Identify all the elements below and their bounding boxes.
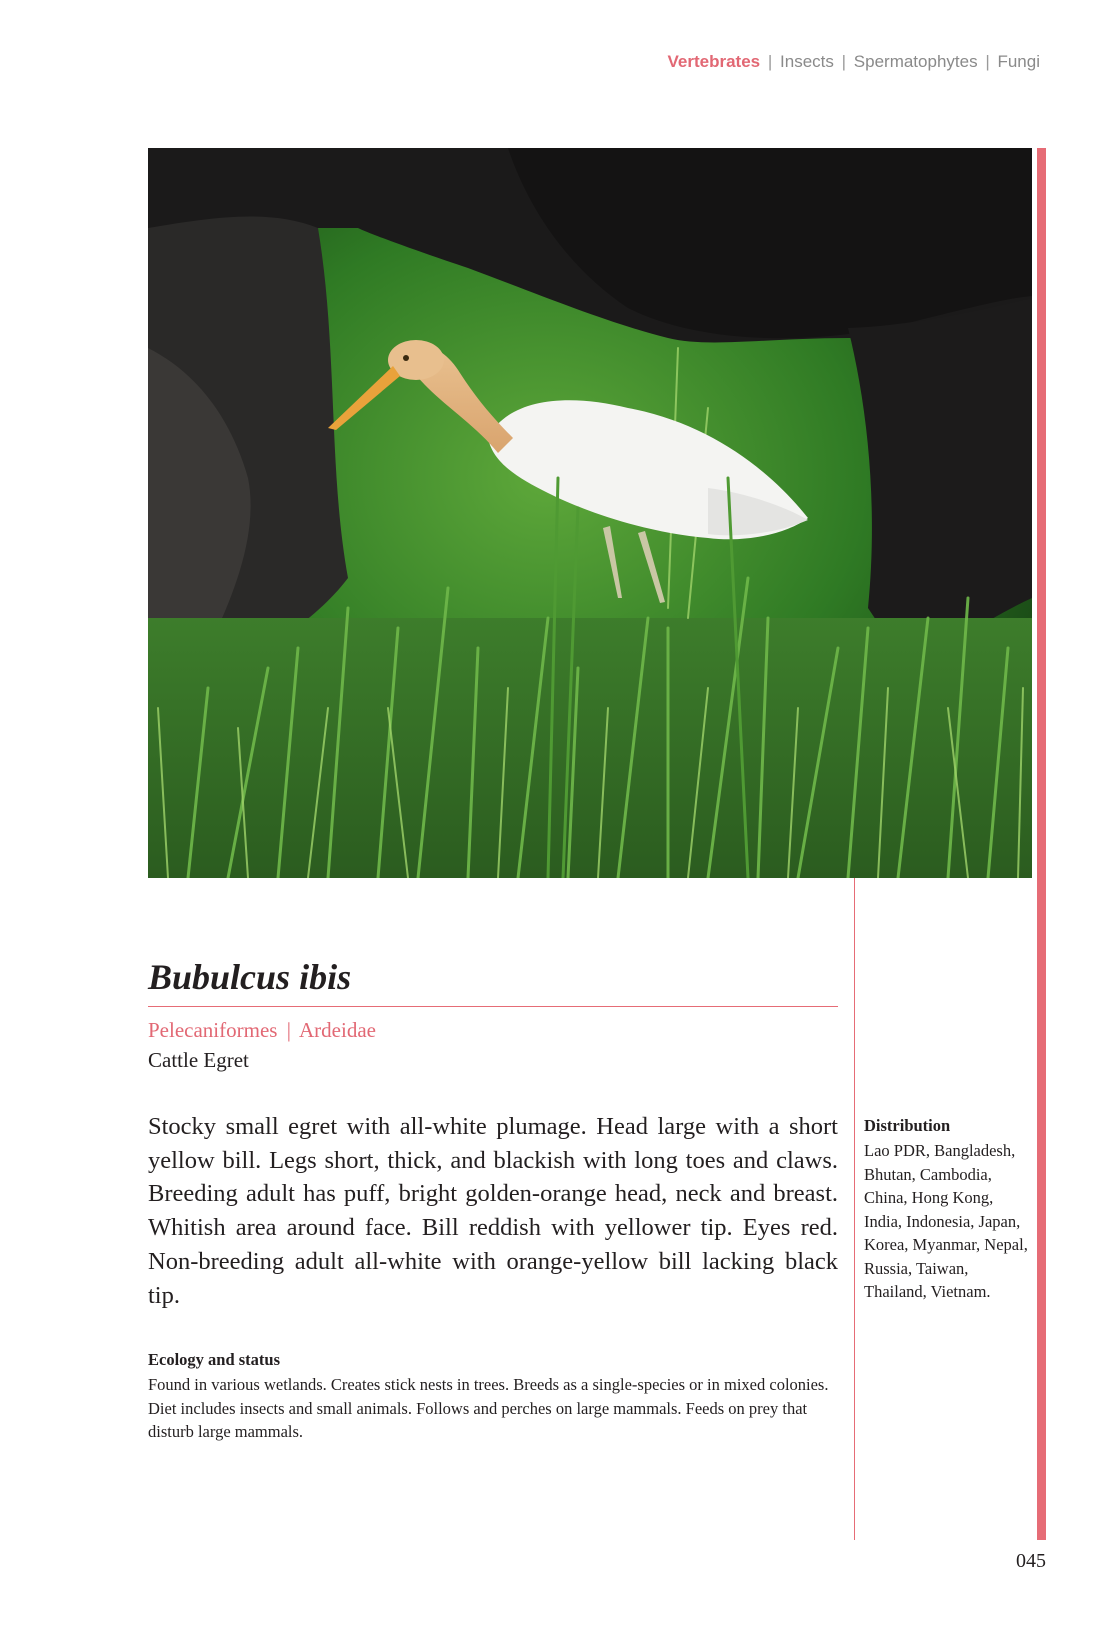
taxonomy-line (148, 1018, 376, 1043)
nav-item-vertebrates[interactable]: Vertebrates (667, 52, 761, 71)
title-underline (148, 1006, 838, 1007)
distribution-heading: Distribution (864, 1116, 951, 1135)
page-number: 045 (1016, 1550, 1046, 1572)
nav-separator: | (841, 52, 847, 71)
nav-item-spermatophytes[interactable]: Spermatophytes (853, 52, 978, 71)
taxonomy-separator: | (286, 1018, 291, 1042)
species-common-name: Cattle Egret (148, 1048, 249, 1072)
column-divider (854, 878, 855, 1540)
ecology-text: Found in various wetlands. Creates stick nests in trees. Breeds as a single-species or in mixed colonies. Diet includes insects and small animals. Follows and perches on large mammals. Feeds on prey that disturb large mammals. (148, 1375, 829, 1441)
species-scientific-name: Bubulcus ibis (148, 957, 352, 997)
accent-side-bar (1037, 148, 1046, 1540)
taxonomy-order: Pelecaniformes (148, 1018, 278, 1042)
nav-separator: | (985, 52, 990, 71)
species-description: Stocky small egret with all-white plumage. Head large with a short yellow bill. Legs short, thick, and blackish with long toes and claws. Breeding adult has puff, bright golden-orange head, neck and breast. Whitish area around face. Bill reddish with yellower tip. Eyes red. Non-breeding adult all-white with orange-yellow bill lacking black tip. (148, 1113, 838, 1309)
nav-item-fungi[interactable]: Fungi (997, 52, 1040, 71)
egret-photo-illustration (148, 148, 1032, 878)
nav-item-insects[interactable]: Insects (780, 52, 834, 71)
ecology-heading: Ecology and status (148, 1350, 281, 1369)
category-nav (668, 52, 1040, 72)
distribution-text: Lao PDR, Bangladesh, Bhutan, Cambodia, China, Hong Kong, India, Indonesia, Japan, Korea, Myanmar, Nepal, Russia, Taiwan, Thailand, Vietnam. (864, 1141, 1028, 1301)
nav-separator: | (767, 52, 773, 71)
taxonomy-family: Ardeidae (299, 1018, 376, 1042)
species-photo (148, 148, 1032, 878)
